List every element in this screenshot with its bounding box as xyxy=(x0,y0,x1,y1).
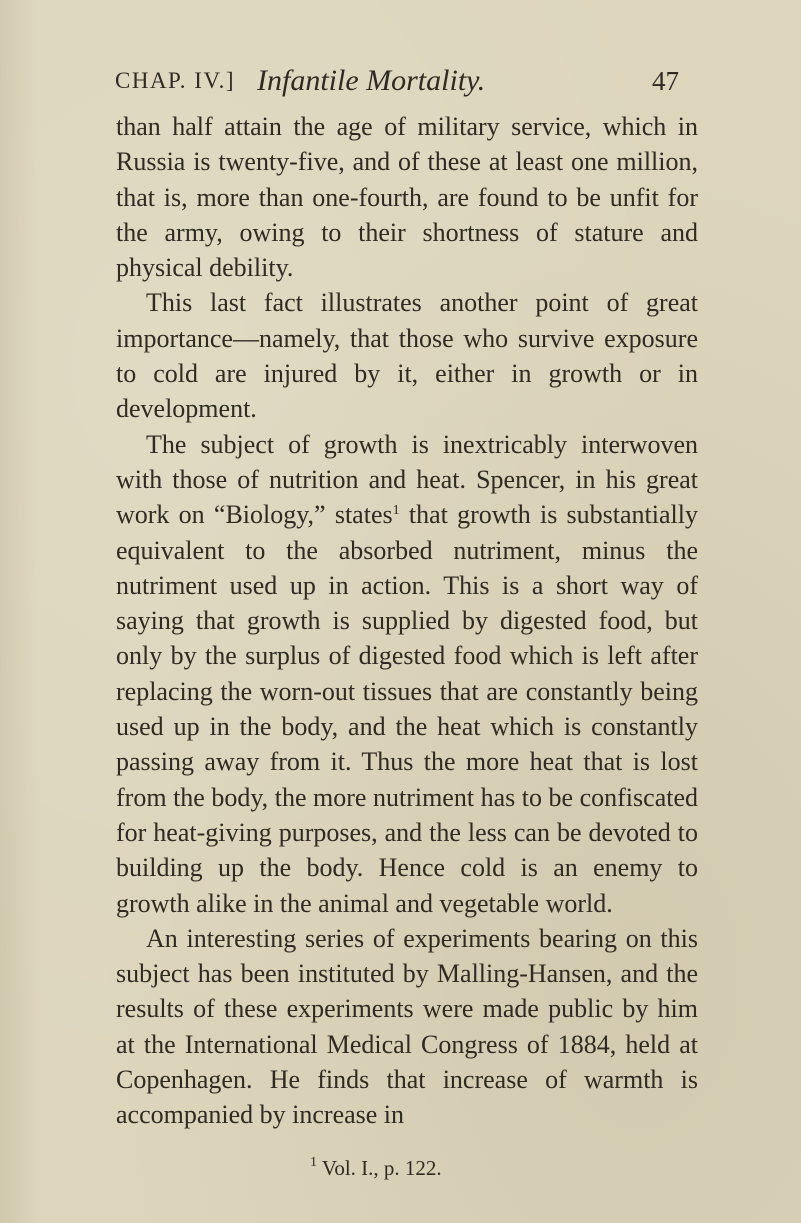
running-title: Infantile Mortality. xyxy=(257,64,486,97)
running-header xyxy=(115,62,685,106)
footnote xyxy=(310,1156,442,1181)
paragraph-1 xyxy=(116,109,698,285)
paragraph-3 xyxy=(116,427,698,921)
footnote-marker: 1 xyxy=(310,1155,317,1170)
paragraph-4 xyxy=(116,921,698,1133)
paragraph-text-continued: that growth is substantially equivalent to the absorbed nutriment, minus the nutriment used up in action. This is a short way of saying that growth is supplied by digested food, but only by the surplus of digested food which is left after replacing the worn-out tissues that are constantly being used up in the body, and the heat which is constantly passing away from it. Thus the more heat that is lost from the body, the more nutriment has to be confiscated for heat-giving purposes, and the less can be devoted to building up the body. Hence cold is an enemy to growth alike in the animal and vegetable world. xyxy=(116,500,698,918)
footnote-text: Vol. I., p. 122. xyxy=(321,1156,442,1180)
paragraph-text: This last fact illustrates another point of great importance—namely, that those who survive exposure to cold are injured by it, either in growth or in development. xyxy=(116,288,698,424)
page-number: 47 xyxy=(652,66,679,96)
paragraph-text: An interesting series of experiments bearing on this subject has been instituted by Malling-Hansen, and the results of these experiments were made public by him at the International Medical Congress of 1884, held at Copenhagen. He finds that increase of warmth is accompanied by increase in xyxy=(116,923,698,1130)
paragraph-2 xyxy=(116,285,698,426)
paragraph-text: The subject of growth is inextricably interwoven with those of nutrition and heat. Spencer, in his great work on “Biology,” states xyxy=(116,429,698,530)
paragraph-text: than half attain the age of military service, which in Russia is twenty-five, and of these at least one million, that is, more than one-fourth, are found to be unfit for the army, owing to their shortness of stature and physical debility. xyxy=(116,112,698,283)
footnote-reference: 1 xyxy=(392,503,400,519)
chapter-label: CHAP. IV.] xyxy=(115,68,236,93)
body-text xyxy=(116,109,698,1133)
